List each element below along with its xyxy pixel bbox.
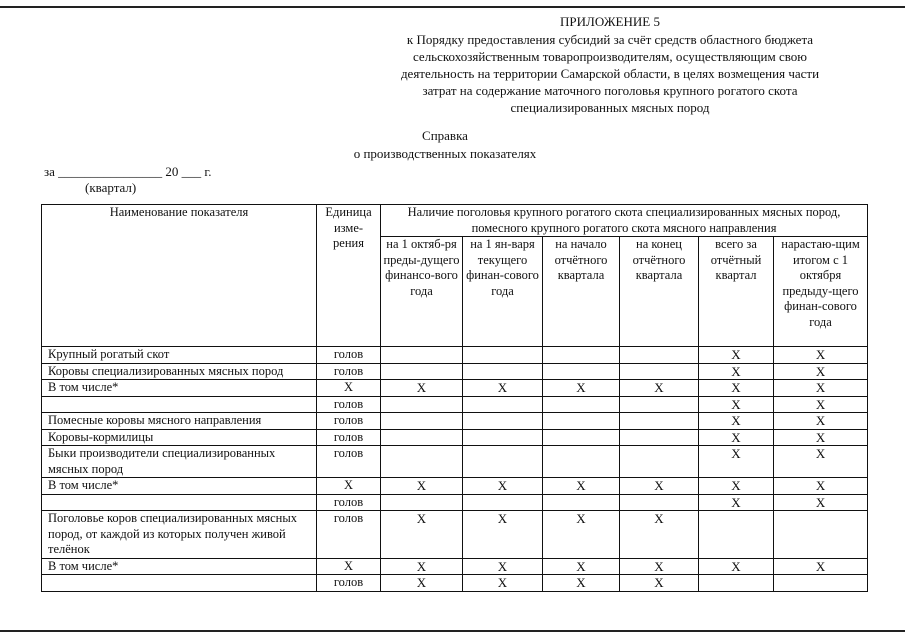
row-unit: X [317,558,381,575]
row-cell: X [463,558,543,575]
row-cell: X [543,511,620,559]
header-name: Наименование показателя [42,205,317,347]
row-cell: X [774,380,868,397]
row-cell: X [620,575,699,592]
row-cell [620,446,699,478]
table-row [42,511,868,559]
appendix-line: к Порядку предоставления субсидий за счёт средств областного бюджета [406,32,814,47]
row-cell [620,363,699,380]
row-unit: голов [317,494,381,511]
table-row [42,347,868,364]
appendix-line: затрат на содержание маточного поголовья крупного рогатого скота [422,83,798,98]
table-row [42,380,868,397]
row-name: В том числе* [42,558,317,575]
row-name: В том числе* [42,380,317,397]
document-title: Справка [422,128,468,143]
subheader: всего за отчётный квартал [699,237,774,347]
row-cell [620,396,699,413]
row-unit: X [317,380,381,397]
row-cell [463,347,543,364]
row-cell: X [620,478,699,495]
row-cell: X [774,478,868,495]
row-name [42,396,317,413]
row-cell: X [774,429,868,446]
table-row [42,363,868,380]
row-cell: X [463,478,543,495]
row-cell [699,511,774,559]
row-name [42,575,317,592]
appendix-title: ПРИЛОЖЕНИЕ 5 [560,14,660,29]
header-group: Наличие поголовья крупного рогатого скота специализированных мясных пород, помесного крупного рогатого скота мясного направления [381,205,868,237]
row-name: Коровы специализированных мясных пород [42,363,317,380]
row-cell [620,429,699,446]
row-cell: X [620,380,699,397]
row-unit: голов [317,396,381,413]
row-cell: X [774,494,868,511]
row-cell: X [463,380,543,397]
row-cell [620,413,699,430]
subheader: нарастаю-щим итогом с 1 октября предыду-щего финан-сового года [774,237,868,347]
row-cell [463,429,543,446]
row-cell [381,446,463,478]
row-cell: X [699,494,774,511]
row-cell [381,413,463,430]
table-row [42,575,868,592]
row-cell [543,446,620,478]
row-cell: X [381,478,463,495]
row-cell [543,363,620,380]
row-cell: X [774,347,868,364]
row-cell [463,446,543,478]
row-name [42,494,317,511]
row-cell: X [699,396,774,413]
row-cell: X [463,575,543,592]
row-cell: X [699,429,774,446]
row-cell: X [381,380,463,397]
row-cell: X [774,446,868,478]
row-unit: голов [317,363,381,380]
row-cell [381,494,463,511]
row-cell: X [699,363,774,380]
row-cell: X [699,413,774,430]
row-cell: X [381,575,463,592]
table-row [42,478,868,495]
subheader: на начало отчётного квартала [543,237,620,347]
document-subtitle: о производственных показателях [353,146,537,161]
row-unit: голов [317,575,381,592]
header-unit: Единица изме-рения [317,205,381,347]
row-cell: X [699,478,774,495]
bottom-rule [0,630,905,632]
row-cell: X [620,511,699,559]
row-cell: X [543,380,620,397]
subheader: на 1 ян-варя текущего финан-сового года [463,237,543,347]
row-cell [543,347,620,364]
row-cell: X [463,511,543,559]
row-cell [620,347,699,364]
row-name: Быки производители специализированных мясных пород [42,446,317,478]
row-cell [463,494,543,511]
indicators-table [41,204,868,592]
row-cell [543,494,620,511]
row-cell [381,429,463,446]
row-cell: X [543,575,620,592]
row-unit: голов [317,511,381,559]
row-cell: X [543,478,620,495]
table-row [42,558,868,575]
row-name: Поголовье коров специализированных мясных пород, от каждой из которых получен живой телёнок [42,511,317,559]
row-unit: голов [317,429,381,446]
row-cell: X [620,558,699,575]
top-rule [0,6,905,8]
subheader: на 1 октяб-ря преды-дущего финансо-вого года [381,237,463,347]
subheader: на конец отчётного квартала [620,237,699,347]
row-cell [543,413,620,430]
row-cell [543,429,620,446]
row-cell: X [381,558,463,575]
row-cell [774,575,868,592]
row-cell: X [774,558,868,575]
table-row [42,429,868,446]
period-line: за ________________ 20 ___ г. [44,164,212,179]
appendix-line: специализированных мясных пород [510,100,710,115]
row-unit: голов [317,413,381,430]
row-name: Крупный рогатый скот [42,347,317,364]
table-row [42,396,868,413]
row-cell [381,347,463,364]
row-cell [463,363,543,380]
row-cell: X [699,347,774,364]
row-cell: X [699,380,774,397]
row-cell: X [774,413,868,430]
row-unit: голов [317,347,381,364]
row-cell [543,396,620,413]
table-row [42,494,868,511]
row-name: В том числе* [42,478,317,495]
row-cell [381,363,463,380]
row-cell [774,511,868,559]
row-cell: X [699,446,774,478]
row-cell [463,396,543,413]
row-cell [620,494,699,511]
row-cell [381,396,463,413]
row-name: Коровы-кормилицы [42,429,317,446]
row-cell: X [774,396,868,413]
row-cell: X [381,511,463,559]
row-cell [463,413,543,430]
appendix-line: деятельность на территории Самарской области, в целях возмещения части [400,66,820,81]
appendix-line: сельскохозяйственным товаропроизводителям, осуществляющим свою [413,49,807,64]
table-row [42,446,868,478]
row-cell: X [543,558,620,575]
row-name: Помесные коровы мясного направления [42,413,317,430]
row-cell [699,575,774,592]
row-cell: X [774,363,868,380]
period-label: (квартал) [85,180,137,195]
row-cell: X [699,558,774,575]
row-unit: голов [317,446,381,478]
table-row [42,413,868,430]
row-unit: X [317,478,381,495]
